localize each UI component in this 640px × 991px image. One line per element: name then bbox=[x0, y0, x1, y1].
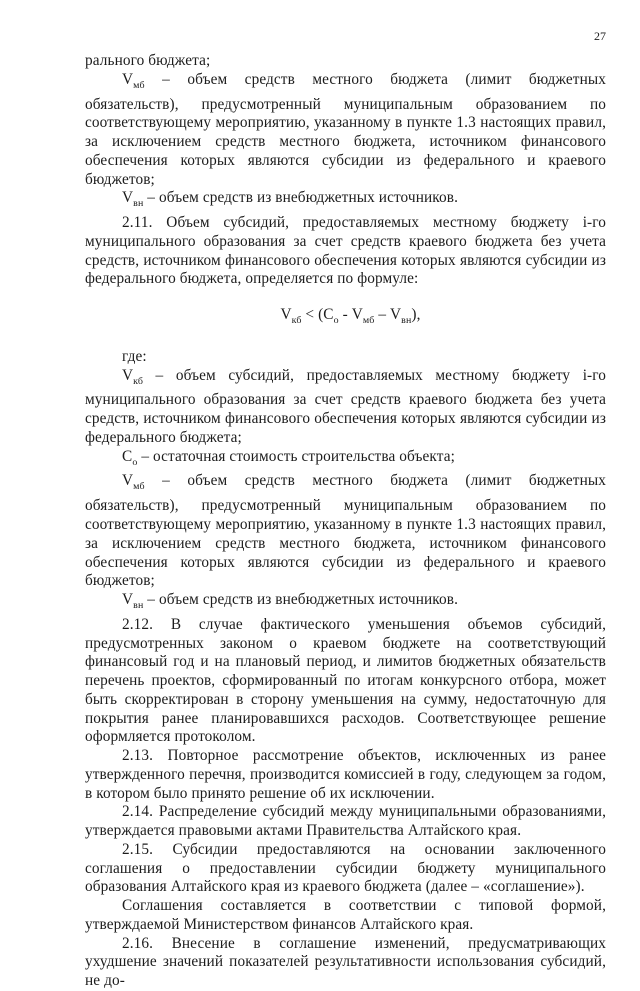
paragraph-vvn-definition-2: $V_{вн}$ – объем средств из внебюджетных источников. bbox=[122, 591, 459, 612]
paragraph-vmb-definition: $V_{мб}$ – объем средств местного бюджета (лимит бюджетных обязательств), предусмотренный муниципальным образованием по соответствующему мероприятию, указанному в пункте 1.3 настоящих правил, за исключением средств местного бюджета, источником финансового обеспечения которых являются субсидии из федерального и краевого бюджетов; bbox=[85, 70, 606, 188]
paragraph-2-11: 2.11. Объем субсидий, предоставляемых местному бюджету i-го муниципального образования за счет средств краевого бюджета без учета средств, источником финансового обеспечения которых являются субсидии из федерального бюджета, определяется по формуле: bbox=[85, 214, 606, 288]
paragraph-2-14: 2.14. Распределение субсидий между муниципальными образованиями, утверждается правовыми актами Правительства Алтайского края. bbox=[85, 803, 606, 840]
paragraph-vkb-definition: $V_{кб}$ – объем субсидий, предоставляемых местному бюджету i-го муниципального образования за счет средств краевого бюджета без учета средств, источником финансового обеспечения которых являются субсидии из федерального бюджета; bbox=[85, 366, 606, 446]
formula: $V_{кб} < (C_о - V_{мб} - V_{вн})$, bbox=[280, 306, 421, 327]
paragraph-agreements: Соглашения составляется в соответствии с типовой формой, утверждаемой Министерством финансов Алтайского края. bbox=[85, 897, 606, 933]
paragraph-vvn-definition: $V_{вн}$ – объем средств из внебюджетных источников. bbox=[122, 189, 459, 210]
paragraph-vmb-definition-2: $V_{мб}$ – объем средств местного бюджета (лимит бюджетных обязательств), предусмотренный муниципальным образованием по соответствующему мероприятию, указанному в пункте 1.3 настоящих правил, за исключением средств местного бюджета, источником финансового обеспечения которых являются субсидии из федерального и краевого бюджетов; bbox=[85, 472, 606, 590]
paragraph-co-definition: $C_о$ – остаточная стоимость строительства объекта; bbox=[122, 447, 455, 468]
paragraph-2-15: 2.15. Субсидии предоставляются на основании заключенного соглашения о предоставлении субсидии бюджету муниципального образования Алтайского края из краевого бюджета (далее – «соглашение»). bbox=[85, 840, 606, 896]
paragraph-where: где: bbox=[122, 347, 147, 365]
paragraph-continuation: рального бюджета; bbox=[85, 52, 211, 69]
document-body bbox=[85, 52, 606, 991]
paragraph-2-16: 2.16. Внесение в соглашение изменений, предусматривающих ухудшение значений показателей результативности использования субсидий, не до- bbox=[85, 934, 606, 990]
paragraph-2-12: 2.12. В случае фактического уменьшения объемов субсидий, предусмотренных законом о краевом бюджете на соответствующий финансовый год и на плановый период, и лимитов бюджетных обязательств перечень проектов, сформированный по итогам конкурсного отбора, может быть скорректирован в сторону уменьшения на сумму, недостаточную для покрытия ранее планировавшихся расходов. Соответствующее решение оформляется протоколом. bbox=[85, 615, 606, 746]
page-number: 27 bbox=[594, 29, 606, 43]
paragraph-2-13: 2.13. Повторное рассмотрение объектов, исключенных из ранее утвержденного перечня, производится комиссией в году, следующем за годом, в котором было принято решение об их исключении. bbox=[85, 747, 606, 802]
